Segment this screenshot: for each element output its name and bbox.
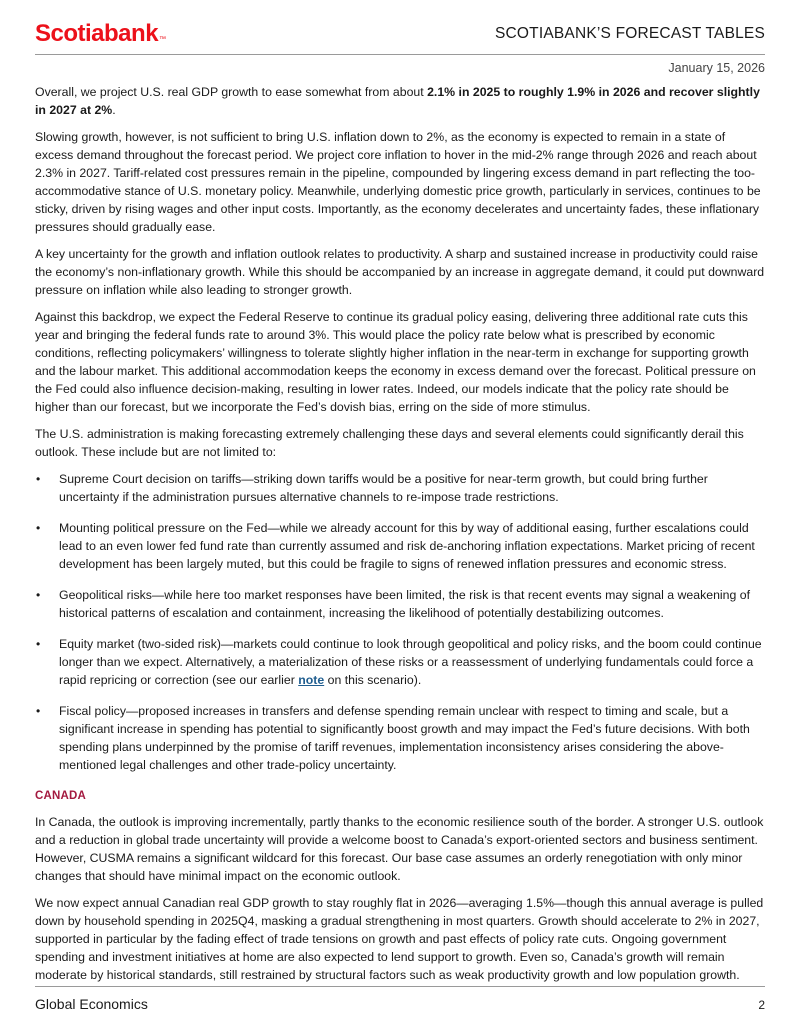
page-footer [35, 986, 765, 1012]
paragraph-text: Overall, we project U.S. real GDP growth to ease somewhat from about [35, 85, 428, 99]
bullet-icon: • [36, 472, 41, 486]
publication-date: January 15, 2026 [668, 61, 765, 75]
article-body [35, 83, 766, 993]
scotiabank-logo [35, 20, 166, 48]
bullet-icon: • [36, 704, 41, 718]
bold-gdp-figures: 2.1% in 2025 to roughly 1.9% in 2026 and recover slightly in 2027 at 2% [35, 85, 760, 117]
page-header [35, 20, 765, 55]
list-item-text: Fiscal policy—proposed increases in transfers and defense spending remain unclear with respect to timing and scale, but a significant increase in spending has potential to significantly boost growth and may impact the Fed’s future decisions. With both spending plans underpinned by the promise of tariff revenues, implementation inconsistency arises considering the above-mentioned legal challenges and other trade-policy uncertainty. [59, 704, 750, 772]
list-item [35, 586, 766, 622]
bullet-icon: • [36, 521, 41, 535]
list-item-text: Supreme Court decision on tariffs—striking down tariffs would be a positive for near-term growth, but could bring further uncertainty if the administration pursues alternative channels to re-impose trade restrictions. [59, 472, 708, 504]
paragraph-inflation: Slowing growth, however, is not sufficient to bring U.S. inflation down to 2%, as the economy is expected to remain in a state of excess demand throughout the forecast period. We project core inflation to hover in the mid-2% range through 2026 and reach about 2.3% in 2027. Tariff-related cost pressures remain in the pipeline, compounded by lingering excess demand in part reflecting the too-accommodative stance of U.S. monetary policy. Meanwhile, underlying domestic price growth, particularly in services, continues to be sticky, driven by rising wages and other input costs. Importantly, as the economy decelerates and uncertainty fades, these inflationary pressures should gradually ease. [35, 130, 761, 234]
list-item-text: Geopolitical risks—while here too market responses have been limited, the risk is that recent events may signal a weakening of historical patterns of escalation and containment, increasing the likelihood of potentially destabilizing outcomes. [59, 588, 751, 620]
bullet-icon: • [36, 637, 41, 651]
bullet-icon: • [36, 588, 41, 602]
list-item-text: Mounting political pressure on the Fed—while we already account for this by way of additional easing, further escalations could lead to an even lower fed fund rate than currently assumed and risk de-anchoring inflation expectations. Market pricing of recent development has been largely muted, but this could be fragile to signs of renewed inflation pressures and economic stress. [59, 521, 755, 571]
list-item-text: on this scenario). [324, 673, 422, 687]
footer-label: Global Economics [35, 996, 148, 1012]
paragraph-federal-reserve: Against this backdrop, we expect the Federal Reserve to continue its gradual policy easing, delivering three additional rate cuts this year and bringing the federal funds rate to around 3%. This would place the policy rate below what is prescribed by economic conditions, reflecting policymakers’ willingness to tolerate slightly higher inflation in the near-term in exchange for supporting growth and the labour market. This additional accommodation keeps the economy in excess demand over the forecast. Political pressure on the Fed could also influence decision-making, resulting in lower rates. Indeed, our models indicate that the policy rate should be higher than our forecast, but we incorporate the Fed’s dovish bias, erring on the side of more stimulus. [35, 310, 756, 414]
list-item [35, 702, 766, 774]
section-heading-canada: CANADA [35, 790, 87, 802]
risk-list [35, 470, 766, 774]
list-item-text: Equity market (two-sided risk)—markets could continue to look through geopolitical and policy risks, and the boom could continue longer than we expect. Alternatively, a materialization of these risks or a reassessment of underlying fundamentals could force a rapid repricing or correction (see our earlier [59, 637, 762, 687]
paragraph-productivity: A key uncertainty for the growth and inflation outlook relates to productivity. A sharp and sustained increase in productivity could raise the economy’s non-inflationary growth. While this should be accompanied by an increase in aggregate demand, it could put downward pressure on inflation while also leading to stronger growth. [35, 247, 765, 297]
list-item [35, 635, 766, 689]
paragraph-text: . [112, 103, 116, 117]
paragraph-canada-gdp: We now expect annual Canadian real GDP growth to stay roughly flat in 2026—averaging 1.5%—though this annual average is pulled down by household spending in 2025Q4, masking a gradual strengthening in most quarters. Growth should accelerate to 2% in 2027, supported in particular by the fading effect of trade tensions on growth and past effects of policy rate cuts. Ongoing government spending and investment initiatives at home are also expected to lend support to growth. Even so, Canada’s growth will remain moderate by historical standards, still restrained by structural factors such as weak productivity growth and low population growth. [35, 896, 764, 982]
paragraph-gdp-outlook [35, 83, 766, 119]
list-item [35, 519, 766, 573]
paragraph-canada-outlook: In Canada, the outlook is improving incrementally, partly thanks to the economic resilience south of the border. A stronger U.S. outlook and a reduction in global trade uncertainty will provide a welcome boost to Canada’s export-oriented sectors and business sentiment. However, CUSMA remains a significant wildcard for this forecast. Our base case assumes an orderly renegotiation with only minor changes that should have minimal impact on the economic outlook. [35, 815, 764, 883]
paragraph-administration: The U.S. administration is making forecasting extremely challenging these days and several elements could significantly derail this outlook. These include but are not limited to: [35, 427, 744, 459]
list-item [35, 470, 766, 506]
logo-trademark: ™ [159, 36, 166, 43]
note-link[interactable]: note [298, 673, 325, 687]
logo-text: Scotiabank [35, 20, 159, 47]
document-title: SCOTIABANK’S FORECAST TABLES [494, 25, 765, 42]
page-number: 2 [758, 998, 765, 1012]
